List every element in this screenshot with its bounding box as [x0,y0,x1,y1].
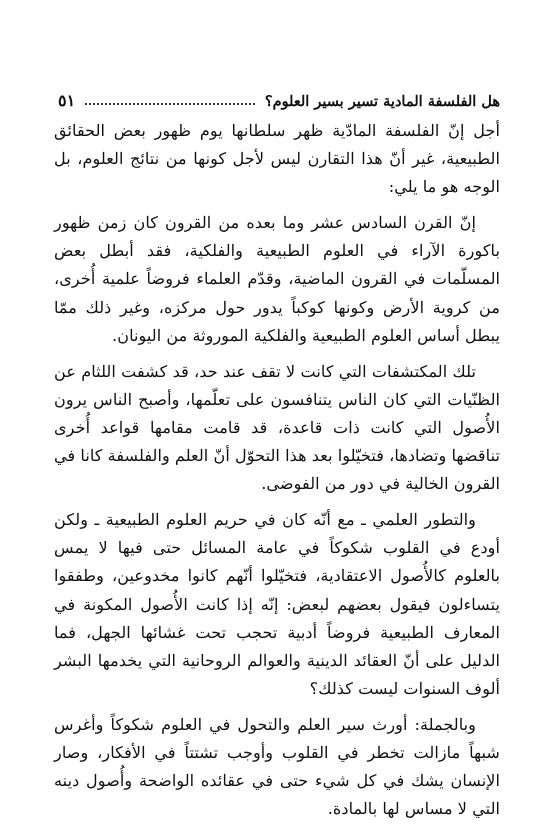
paragraph: وبالجملة: أورث سير العلم والتحول في العلوم شكوكاً وأغرس شبهاً مازالت تخطر في القلوب وأوجب تشتتاً في الأفكار، وصار الإنسان يشك في كل شيء حتى في عقائده الواضحة وأُصول دينه التي لا مساس لها بالمادة. [54,714,500,819]
running-title: هل الفلسفة المادية تسير بسير العلوم؟ [264,93,500,110]
paragraph: والتطور العلمي ـ مع أنّه كان في حريم العلوم الطبيعية ـ ولكن أودع في القلوب شكوكاً في عامة المسائل حتى فيها لا يمس بالعلوم كالأُصول الاعتقادية، فتخيّلوا أنّهم كانوا مخدوعين، وطفقوا يتساءلون فيقول بعضهم لبعض: إنّه إذا كانت الأُصول المكونة في المعارف الطبيعية فروضاً أدبية تحجب تحت غشائها الجهل، فما الدليل على أنّ العقائد الدينية والعوالم الروحانية التي يخدمها البشر ألوف السنوات ليست كذلك؟ [54,510,500,698]
running-header [58,86,500,110]
header-dotted-leader [85,102,255,105]
paragraph: إنّ القرن السادس عشر وما بعده من القرون كان زمن ظهور باكورة الآراء في العلوم الطبيعية والفلكية، فقد أبطل بعض المسلّمات في القرون الماضية، وقدّم العلماء فروضاً علمية أُخرى، من كروية الأرض وكونها كوكباً يدور حول مركزه، وغير ذلك ممّا يبطل أساس العلوم الطبيعية والفلكية الموروثة من اليونان. [54,213,500,345]
paragraph: أجل إنّ الفلسفة المادّية ظهر سلطانها يوم ظهور بعض الحقائق الطبيعية، غير أنّ هذا التقارن ليس لأجل كونها من نتائج العلوم، بل الوجه هو ما يلي: [54,121,500,197]
paragraph: تلك المكتشفات التي كانت لا تقف عند حد، قد كشفت اللثام عن الظنّيات التي كان الناس يتنافسون على تعلّمها، وأصبح الناس يرون الأُصول التي كانت ذات قاعدة، قد قامت مقامها قواعد أُخرى تناقضها وتضادها، فتخيّلوا بعد هذا التحوّل أنّ العلم والفلسفة كانا في القرون الخالية في دور من الفوضى. [54,361,500,494]
page-body [54,117,500,831]
page-number: ٥١ [58,91,76,110]
